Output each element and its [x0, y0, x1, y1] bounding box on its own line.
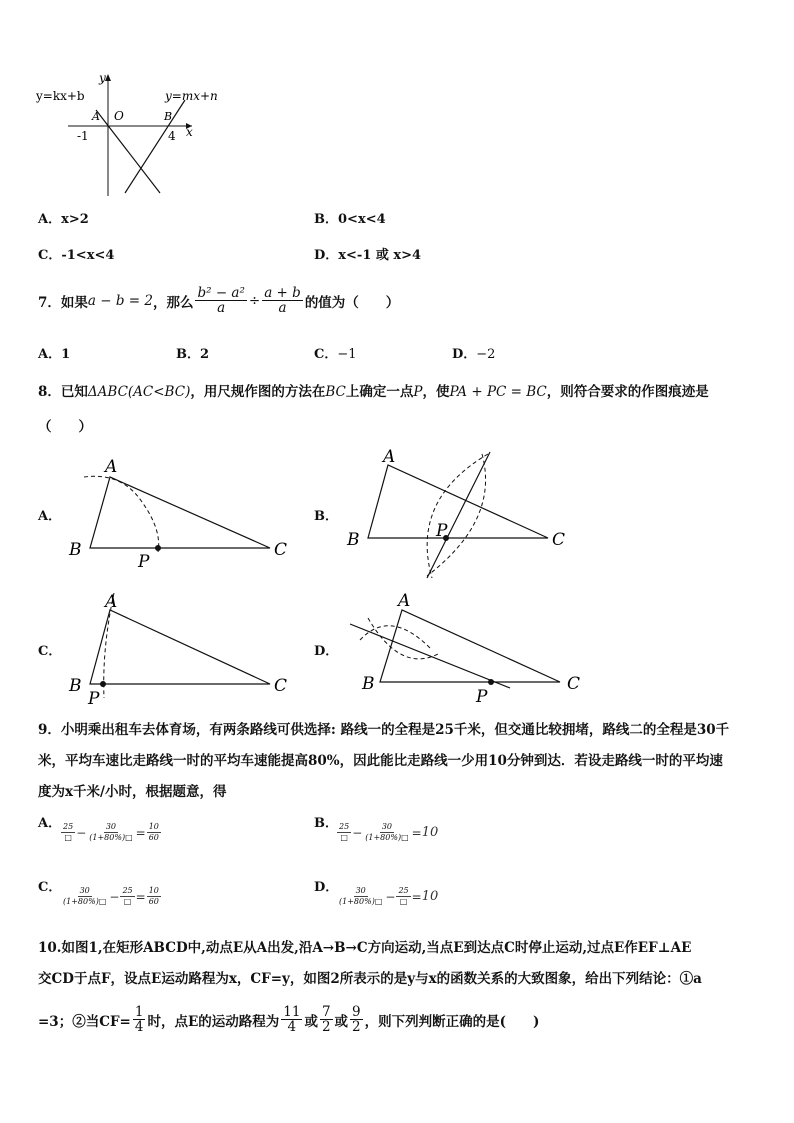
q8-figure-a	[62, 452, 302, 577]
q8-bc: BC	[325, 384, 346, 400]
q10-l3-b: 时，点E的运动路程为	[147, 1013, 280, 1030]
vertex-a: A	[383, 447, 396, 467]
q10-frac-4: $\frac{9}{2}$	[352, 1004, 361, 1035]
q10-frac-3: $\frac{7}{2}$	[321, 1004, 331, 1035]
graph-right-line-label: y=mx+n	[165, 89, 218, 103]
q9-option-c-letter[interactable]: C．	[38, 880, 62, 895]
q7-suffix: 的值为（ ）	[304, 294, 400, 311]
q8-p: P	[413, 384, 423, 400]
q9-line-3: 度为x千米/小时，根据题意，得	[38, 784, 227, 800]
graph-left-line-label: y=kx+b	[36, 89, 85, 103]
q10-line-3	[38, 1005, 539, 1034]
q7-option-b[interactable]	[176, 343, 209, 362]
graph-point-b: B	[164, 110, 173, 123]
frac: $\frac{30}{(1+80\%)□}$	[63, 886, 107, 906]
vertex-b: B	[69, 540, 82, 560]
point-p: P	[476, 687, 488, 707]
option-text: −2	[476, 347, 496, 362]
option-text: −1	[337, 347, 357, 362]
frac: $\frac{30}{(1+80\%)□}$	[89, 822, 133, 842]
frac: $\frac{25}{□}$	[339, 822, 350, 842]
q8-option-b[interactable]: B．	[314, 509, 338, 524]
q7-operator: ÷	[248, 292, 261, 309]
q7-fraction-1: $\frac{\text{b² − a²}}{a}$	[197, 285, 245, 316]
q10-or-1: 或	[304, 1013, 318, 1030]
q8-option-c[interactable]: C．	[38, 644, 62, 659]
vertex-c: C	[567, 674, 581, 694]
q10-line-2: 交CD于点F，设点E运动路程为x，CF=y，如图2所表示的是y与x的函数关系的大致图象，给出下列结论：①a	[38, 971, 702, 987]
option-text: 2	[200, 347, 210, 362]
q8-triangle: ΔABC(AC<BC)	[87, 384, 191, 400]
q7-prefix: 7．如果	[38, 294, 88, 311]
point-p: P	[88, 689, 100, 709]
vertex-a: A	[105, 592, 118, 612]
q7-option-a[interactable]	[38, 343, 70, 362]
q8-figure-b	[340, 440, 580, 585]
q6-option-b[interactable]	[314, 208, 386, 227]
option-letter: D．	[452, 347, 477, 362]
vertex-c: C	[552, 530, 566, 550]
vertex-b: B	[362, 674, 375, 694]
q9-line-2: 米，平均车速比走路线一时的平均车速能提高80%，因此能比走路线一少用10分钟到达．若设走路线一时的平均速	[38, 753, 723, 769]
q8-figure-d	[340, 588, 590, 713]
q7-mid: ，那么	[152, 294, 194, 311]
vertex-b: B	[347, 530, 360, 550]
q9-option-d-formula[interactable]: $\frac{30}{(1+80\%)□}$ − $\frac{25}{□}$ = 10	[339, 886, 439, 906]
frac: $\frac{25}{□}$	[398, 886, 409, 906]
vertex-b: B	[69, 676, 82, 696]
q10-line-1: 10.如图1,在矩形ABCD中,动点E从A出发,沿A→B→C方向运动,当点E到达点C时停止运动,过点E作EF⊥AE	[38, 940, 692, 956]
point-p: P	[436, 521, 448, 541]
frac: $\frac{25}{□}$	[122, 886, 133, 906]
q10-frac-1: $\frac{1}{4}$	[134, 1004, 144, 1035]
graph-origin-label: O	[114, 109, 124, 123]
q8-prefix: 8．已知	[38, 384, 88, 400]
q10-l3-c: ，则下列判断正确的是( )	[364, 1013, 540, 1030]
option-letter: A．	[38, 347, 62, 362]
q8-equation: PA + PC = BC	[449, 384, 547, 400]
option-letter: D．	[314, 248, 339, 263]
option-letter: A．	[38, 212, 62, 227]
frac: $\frac{10}{60}$	[148, 822, 159, 842]
frac: $\frac{30}{(1+80\%)□}$	[339, 886, 383, 906]
q8-figure-c	[62, 588, 302, 713]
option-text: -1<x<4	[61, 248, 115, 263]
q9-option-d-letter[interactable]: D．	[314, 880, 339, 895]
q9-option-c-formula[interactable]: $\frac{30}{(1+80\%)□}$ − $\frac{25}{□}$ = $\frac{10}{60}$	[63, 886, 159, 906]
q7-condition: a − b = 2	[87, 292, 153, 309]
q8-stem	[38, 380, 709, 400]
q7-stem	[38, 286, 399, 315]
q9-option-b-letter[interactable]: B．	[314, 816, 338, 831]
vertex-c: C	[274, 676, 288, 696]
option-letter: B．	[176, 347, 200, 362]
graph-tick-left: -1	[77, 129, 89, 143]
option-text: 1	[61, 347, 71, 362]
graph-y-label: y	[99, 71, 106, 85]
q9-option-a-formula[interactable]: $\frac{25}{□}$ − $\frac{30}{(1+80\%)□}$ = $\frac{10}{60}$	[63, 822, 159, 842]
q6-option-d[interactable]	[314, 244, 421, 263]
q8-mid1: ，用尺规作图的方法在	[190, 384, 326, 400]
option-letter: C．	[314, 347, 338, 362]
q10-or-2: 或	[334, 1013, 349, 1030]
point-p: P	[138, 552, 150, 572]
graph-point-a: A	[92, 110, 100, 123]
option-text: x<-1 或 x>4	[338, 248, 422, 263]
q8-mid2: 上确定一点	[345, 384, 414, 400]
frac: $\frac{30}{(1+80\%)□}$	[365, 822, 409, 842]
q8-answer-paren: （ ）	[38, 419, 92, 435]
frac: $\frac{25}{□}$	[63, 822, 74, 842]
vertex-c: C	[274, 540, 288, 560]
option-text: 0<x<4	[338, 212, 386, 227]
vertex-a: A	[398, 591, 411, 611]
frac: $\frac{10}{60}$	[148, 886, 159, 906]
vertex-a: A	[105, 457, 118, 477]
option-letter: B．	[314, 212, 338, 227]
option-text: x>2	[61, 212, 89, 227]
q6-option-c[interactable]	[38, 244, 114, 263]
q9-line-1: 9．小明乘出租车去体育场，有两条路线可供选择: 路线一的全程是25千米，但交通比较拥堵，路线二的全程是30千	[38, 722, 730, 738]
q9-option-a-letter[interactable]: A．	[38, 816, 62, 831]
q10-frac-2: $\frac{11}{4}$	[283, 1004, 301, 1035]
q8-option-d[interactable]: D．	[314, 644, 339, 659]
q8-option-a[interactable]: A．	[38, 509, 62, 524]
q6-option-a[interactable]	[38, 208, 89, 227]
q8-mid3: ，使	[422, 384, 450, 400]
graph-x-label: x	[186, 125, 193, 139]
graph-tick-right: 4	[168, 129, 176, 143]
q7-option-d[interactable]	[452, 343, 495, 362]
q7-option-c[interactable]	[314, 343, 357, 362]
q6-graph	[30, 70, 230, 200]
q9-option-b-formula[interactable]: $\frac{25}{□}$ − $\frac{30}{(1+80\%)□}$ = 10	[339, 822, 439, 842]
q8-suffix: ，则符合要求的作图痕迹是	[546, 384, 709, 400]
option-letter: C．	[38, 248, 62, 263]
q10-l3-a: =3；②当CF=	[38, 1013, 131, 1030]
q7-fraction-2: $\frac{a + b}{a}$	[264, 285, 301, 316]
